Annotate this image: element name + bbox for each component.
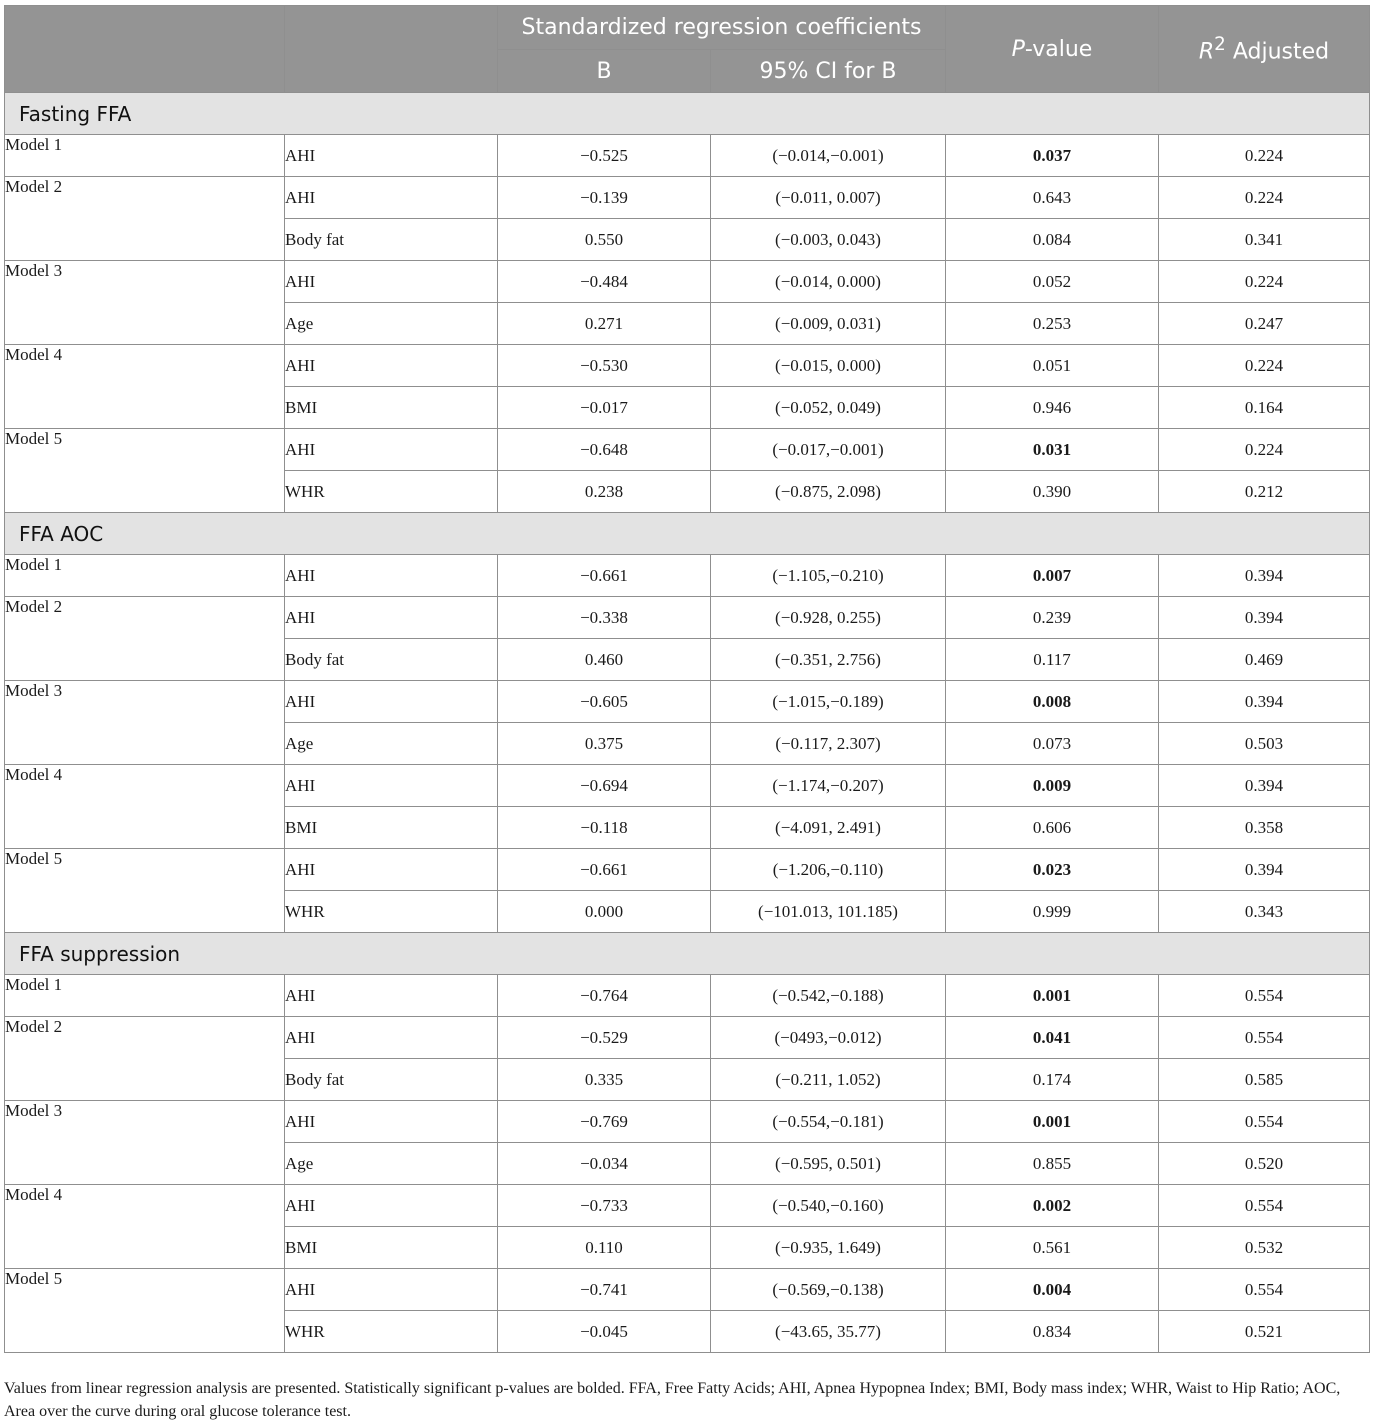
ci-value: (−0.542,−0.188) bbox=[711, 975, 946, 1017]
p-value: 0.073 bbox=[946, 723, 1159, 765]
model-label: Model 1 bbox=[5, 975, 285, 1017]
p-value: 0.041 bbox=[946, 1017, 1159, 1059]
b-value: 0.460 bbox=[498, 639, 711, 681]
model-label: Model 3 bbox=[5, 261, 285, 345]
table-row bbox=[5, 1269, 1370, 1311]
ci-value: (−0493,−0.012) bbox=[711, 1017, 946, 1059]
variable-name: Body fat bbox=[285, 639, 498, 681]
variable-name: Body fat bbox=[285, 219, 498, 261]
table-row bbox=[5, 555, 1370, 597]
header-p-italic: P bbox=[1011, 36, 1025, 62]
model-label: Model 2 bbox=[5, 597, 285, 681]
b-value: 0.375 bbox=[498, 723, 711, 765]
header-r2-r: R bbox=[1198, 39, 1215, 65]
table-row bbox=[5, 597, 1370, 639]
b-value: −0.648 bbox=[498, 429, 711, 471]
table-footnote: Values from linear regression analysis are presented. Statistically significant p-values are bolded. FFA, Free Fatty Acids; AHI, Apnea Hypopnea Index; BMI, Body mass index; WHR, Waist to Hip Ratio; AOC, Area over the curve during oral glucose tolerance test. bbox=[4, 1380, 1341, 1420]
p-value: 0.390 bbox=[946, 471, 1159, 513]
p-value: 0.008 bbox=[946, 681, 1159, 723]
model-label: Model 5 bbox=[5, 849, 285, 933]
table-row bbox=[5, 1185, 1370, 1227]
model-label: Model 5 bbox=[5, 429, 285, 513]
r2-value: 0.224 bbox=[1159, 261, 1370, 303]
header-blank-1 bbox=[5, 6, 285, 93]
table-header bbox=[5, 6, 1370, 93]
r2-value: 0.394 bbox=[1159, 765, 1370, 807]
b-value: 0.000 bbox=[498, 891, 711, 933]
model-label: Model 2 bbox=[5, 177, 285, 261]
section-header-row bbox=[5, 513, 1370, 555]
model-label: Model 4 bbox=[5, 345, 285, 429]
p-value: 0.009 bbox=[946, 765, 1159, 807]
p-value: 0.606 bbox=[946, 807, 1159, 849]
variable-name: WHR bbox=[285, 1311, 498, 1353]
header-r2-sup: 2 bbox=[1214, 33, 1226, 55]
header-p-value bbox=[946, 6, 1159, 93]
table-row bbox=[5, 261, 1370, 303]
variable-name: BMI bbox=[285, 807, 498, 849]
b-value: 0.335 bbox=[498, 1059, 711, 1101]
b-value: −0.017 bbox=[498, 387, 711, 429]
p-value: 0.004 bbox=[946, 1269, 1159, 1311]
ci-value: (−1.174,−0.207) bbox=[711, 765, 946, 807]
r2-value: 0.554 bbox=[1159, 1017, 1370, 1059]
r2-value: 0.394 bbox=[1159, 555, 1370, 597]
ci-value: (−0.928, 0.255) bbox=[711, 597, 946, 639]
r2-value: 0.554 bbox=[1159, 975, 1370, 1017]
b-value: −0.694 bbox=[498, 765, 711, 807]
variable-name: AHI bbox=[285, 1101, 498, 1143]
b-value: −0.741 bbox=[498, 1269, 711, 1311]
variable-name: AHI bbox=[285, 1269, 498, 1311]
r2-value: 0.224 bbox=[1159, 177, 1370, 219]
r2-value: 0.341 bbox=[1159, 219, 1370, 261]
b-value: −0.605 bbox=[498, 681, 711, 723]
p-value: 0.037 bbox=[946, 135, 1159, 177]
p-value: 0.023 bbox=[946, 849, 1159, 891]
table-row bbox=[5, 1017, 1370, 1059]
table-row bbox=[5, 681, 1370, 723]
r2-value: 0.224 bbox=[1159, 429, 1370, 471]
p-value: 0.052 bbox=[946, 261, 1159, 303]
variable-name: AHI bbox=[285, 429, 498, 471]
r2-value: 0.394 bbox=[1159, 849, 1370, 891]
ci-value: (−0.117, 2.307) bbox=[711, 723, 946, 765]
model-label: Model 1 bbox=[5, 135, 285, 177]
ci-value: (−101.013, 101.185) bbox=[711, 891, 946, 933]
ci-value: (−0.011, 0.007) bbox=[711, 177, 946, 219]
variable-name: AHI bbox=[285, 261, 498, 303]
b-value: −0.338 bbox=[498, 597, 711, 639]
model-label: Model 2 bbox=[5, 1017, 285, 1101]
variable-name: AHI bbox=[285, 597, 498, 639]
p-value: 0.117 bbox=[946, 639, 1159, 681]
section-header-row bbox=[5, 93, 1370, 135]
r2-value: 0.247 bbox=[1159, 303, 1370, 345]
b-value: −0.733 bbox=[498, 1185, 711, 1227]
r2-value: 0.212 bbox=[1159, 471, 1370, 513]
ci-value: (−43.65, 35.77) bbox=[711, 1311, 946, 1353]
ci-value: (−0.014, 0.000) bbox=[711, 261, 946, 303]
r2-value: 0.554 bbox=[1159, 1101, 1370, 1143]
table-row bbox=[5, 429, 1370, 471]
table-body bbox=[5, 93, 1370, 1353]
r2-value: 0.394 bbox=[1159, 681, 1370, 723]
b-value: −0.530 bbox=[498, 345, 711, 387]
ci-value: (−0.569,−0.138) bbox=[711, 1269, 946, 1311]
p-value: 0.561 bbox=[946, 1227, 1159, 1269]
table-row bbox=[5, 135, 1370, 177]
ci-value: (−0.211, 1.052) bbox=[711, 1059, 946, 1101]
ci-value: (−0.009, 0.031) bbox=[711, 303, 946, 345]
r2-value: 0.164 bbox=[1159, 387, 1370, 429]
model-label: Model 3 bbox=[5, 1101, 285, 1185]
variable-name: AHI bbox=[285, 849, 498, 891]
r2-value: 0.358 bbox=[1159, 807, 1370, 849]
r2-value: 0.554 bbox=[1159, 1185, 1370, 1227]
variable-name: BMI bbox=[285, 387, 498, 429]
model-label: Model 3 bbox=[5, 681, 285, 765]
r2-value: 0.585 bbox=[1159, 1059, 1370, 1101]
model-label: Model 4 bbox=[5, 765, 285, 849]
b-value: −0.118 bbox=[498, 807, 711, 849]
ci-value: (−1.105,−0.210) bbox=[711, 555, 946, 597]
table-row bbox=[5, 765, 1370, 807]
table-row bbox=[5, 975, 1370, 1017]
r2-value: 0.520 bbox=[1159, 1143, 1370, 1185]
p-value: 0.239 bbox=[946, 597, 1159, 639]
variable-name: AHI bbox=[285, 177, 498, 219]
variable-name: Age bbox=[285, 723, 498, 765]
ci-value: (−0.014,−0.001) bbox=[711, 135, 946, 177]
p-value: 0.855 bbox=[946, 1143, 1159, 1185]
b-value: 0.271 bbox=[498, 303, 711, 345]
section-header-row bbox=[5, 933, 1370, 975]
b-value: −0.661 bbox=[498, 849, 711, 891]
b-value: −0.139 bbox=[498, 177, 711, 219]
p-value: 0.001 bbox=[946, 975, 1159, 1017]
ci-value: (−0.017,−0.001) bbox=[711, 429, 946, 471]
b-value: −0.034 bbox=[498, 1143, 711, 1185]
section-title: Fasting FFA bbox=[5, 93, 1370, 135]
header-b: B bbox=[498, 50, 711, 93]
p-value: 0.084 bbox=[946, 219, 1159, 261]
variable-name: AHI bbox=[285, 681, 498, 723]
ci-value: (−1.206,−0.110) bbox=[711, 849, 946, 891]
p-value: 0.002 bbox=[946, 1185, 1159, 1227]
r2-value: 0.532 bbox=[1159, 1227, 1370, 1269]
ci-value: (−0.935, 1.649) bbox=[711, 1227, 946, 1269]
b-value: −0.484 bbox=[498, 261, 711, 303]
ci-value: (−0.052, 0.049) bbox=[711, 387, 946, 429]
r2-value: 0.554 bbox=[1159, 1269, 1370, 1311]
variable-name: BMI bbox=[285, 1227, 498, 1269]
model-label: Model 4 bbox=[5, 1185, 285, 1269]
r2-value: 0.224 bbox=[1159, 135, 1370, 177]
ci-value: (−0.540,−0.160) bbox=[711, 1185, 946, 1227]
header-p-rest: -value bbox=[1024, 36, 1093, 62]
header-r2-rest: Adjusted bbox=[1225, 39, 1330, 65]
table-row bbox=[5, 345, 1370, 387]
r2-value: 0.394 bbox=[1159, 597, 1370, 639]
b-value: 0.550 bbox=[498, 219, 711, 261]
table-row bbox=[5, 177, 1370, 219]
header-r2-adjusted bbox=[1159, 6, 1370, 93]
ci-value: (−0.015, 0.000) bbox=[711, 345, 946, 387]
variable-name: Age bbox=[285, 1143, 498, 1185]
b-value: −0.764 bbox=[498, 975, 711, 1017]
variable-name: AHI bbox=[285, 345, 498, 387]
variable-name: AHI bbox=[285, 1017, 498, 1059]
regression-table bbox=[4, 5, 1370, 1353]
b-value: −0.525 bbox=[498, 135, 711, 177]
p-value: 0.643 bbox=[946, 177, 1159, 219]
variable-name: AHI bbox=[285, 1185, 498, 1227]
p-value: 0.253 bbox=[946, 303, 1159, 345]
variable-name: AHI bbox=[285, 555, 498, 597]
p-value: 0.031 bbox=[946, 429, 1159, 471]
r2-value: 0.343 bbox=[1159, 891, 1370, 933]
ci-value: (−0.595, 0.501) bbox=[711, 1143, 946, 1185]
ci-value: (−0.875, 2.098) bbox=[711, 471, 946, 513]
r2-value: 0.469 bbox=[1159, 639, 1370, 681]
table-row bbox=[5, 1101, 1370, 1143]
variable-name: WHR bbox=[285, 891, 498, 933]
p-value: 0.001 bbox=[946, 1101, 1159, 1143]
b-value: −0.661 bbox=[498, 555, 711, 597]
p-value: 0.946 bbox=[946, 387, 1159, 429]
table-row bbox=[5, 849, 1370, 891]
section-title: FFA suppression bbox=[5, 933, 1370, 975]
ci-value: (−0.003, 0.043) bbox=[711, 219, 946, 261]
variable-name: AHI bbox=[285, 135, 498, 177]
variable-name: AHI bbox=[285, 765, 498, 807]
ci-value: (−0.554,−0.181) bbox=[711, 1101, 946, 1143]
ci-value: (−1.015,−0.189) bbox=[711, 681, 946, 723]
model-label: Model 1 bbox=[5, 555, 285, 597]
variable-name: WHR bbox=[285, 471, 498, 513]
section-title: FFA AOC bbox=[5, 513, 1370, 555]
b-value: 0.238 bbox=[498, 471, 711, 513]
variable-name: Body fat bbox=[285, 1059, 498, 1101]
r2-value: 0.503 bbox=[1159, 723, 1370, 765]
b-value: 0.110 bbox=[498, 1227, 711, 1269]
p-value: 0.051 bbox=[946, 345, 1159, 387]
p-value: 0.999 bbox=[946, 891, 1159, 933]
p-value: 0.174 bbox=[946, 1059, 1159, 1101]
header-ci: 95% CI for B bbox=[711, 50, 946, 93]
header-blank-2 bbox=[285, 6, 498, 93]
b-value: −0.529 bbox=[498, 1017, 711, 1059]
ci-value: (−4.091, 2.491) bbox=[711, 807, 946, 849]
r2-value: 0.521 bbox=[1159, 1311, 1370, 1353]
variable-name: Age bbox=[285, 303, 498, 345]
r2-value: 0.224 bbox=[1159, 345, 1370, 387]
ci-value: (−0.351, 2.756) bbox=[711, 639, 946, 681]
header-coefficients: Standardized regression coefficients bbox=[498, 6, 946, 50]
model-label: Model 5 bbox=[5, 1269, 285, 1353]
b-value: −0.769 bbox=[498, 1101, 711, 1143]
b-value: −0.045 bbox=[498, 1311, 711, 1353]
p-value: 0.834 bbox=[946, 1311, 1159, 1353]
variable-name: AHI bbox=[285, 975, 498, 1017]
p-value: 0.007 bbox=[946, 555, 1159, 597]
